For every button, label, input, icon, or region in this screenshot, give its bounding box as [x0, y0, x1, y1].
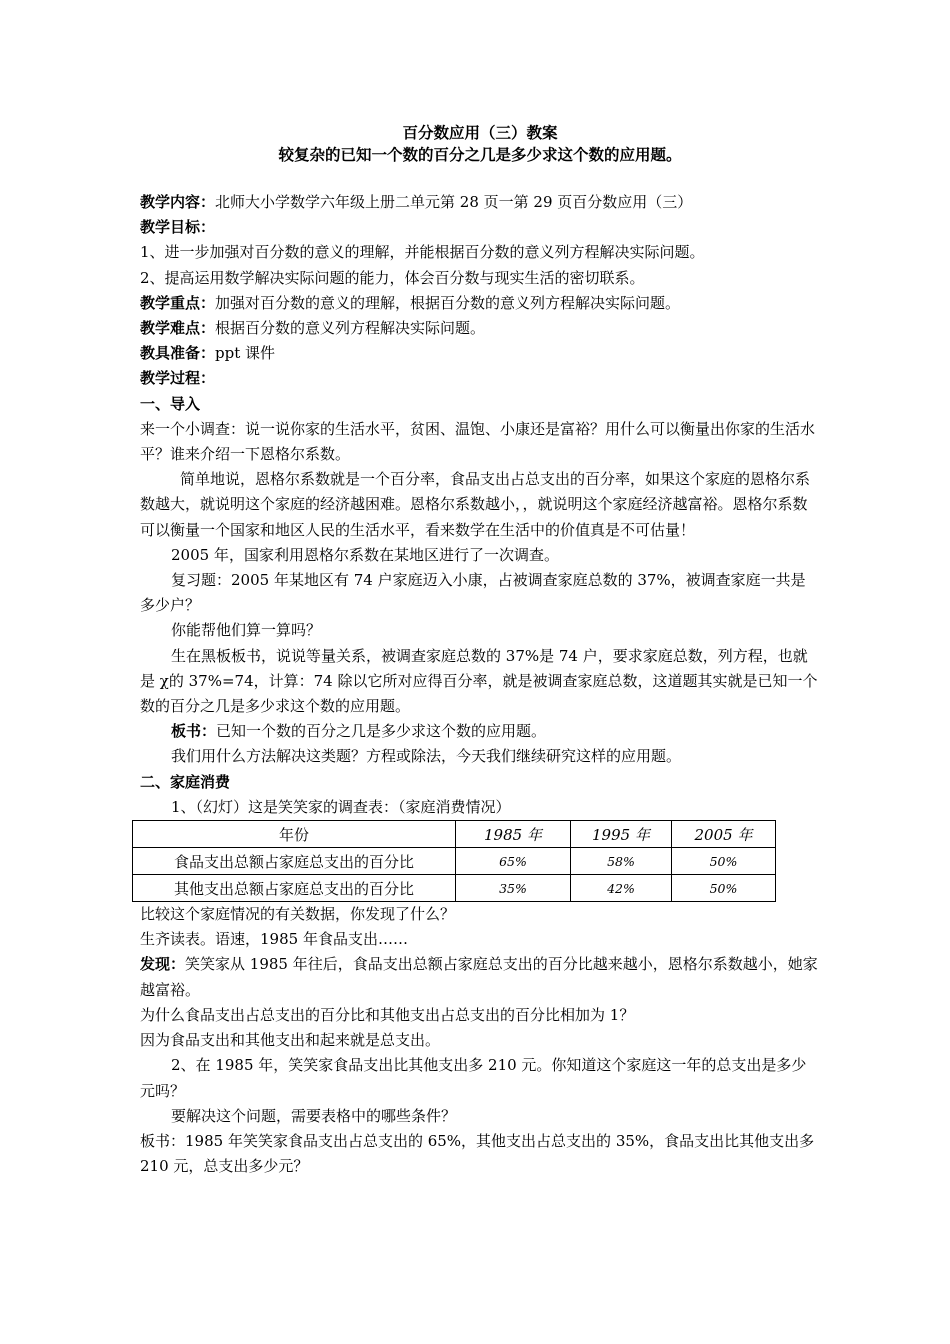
intro-p2: 简单地说，恩格尔系数就是一个百分率，食品支出占总支出的百分率，如果这个家庭的恩格尔系数越大，就说明这个家庭的经济越困难。恩格尔系数越小，，就说明这个家庭经济越富裕。恩格尔系数可以衡量一个国家和地区人民的生活水平，看来数学在生活中的价值真是不可估量！ [140, 470, 811, 539]
line-goals: 教学目标： [140, 218, 216, 237]
table-cell: 50% [672, 875, 776, 902]
table-row [133, 875, 776, 902]
section1-heading: 一、导入 [140, 394, 201, 413]
table-row [133, 848, 776, 875]
intro-p5: 你能帮他们算一算吗？ [171, 621, 322, 640]
section2-heading: 二、家庭消费 [140, 772, 231, 791]
intro-p1: 来一个小调查：说一说你家的生活水平，贫困、温饱、小康还是富裕？用什么可以衡量出你家的生活水平？谁来介绍一下恩格尔系数。 [140, 419, 816, 464]
table-header-cell: 年份 [133, 821, 456, 848]
question-6: 要解决这个问题，需要表格中的哪些条件？ [171, 1106, 457, 1125]
line-difficulty: 教学难点：根据百分数的意义列方程解决实际问题。 [140, 319, 486, 338]
table-header-cell: 2005 年 [672, 821, 776, 848]
line-key-point: 教学重点：加强对百分数的意义的理解，根据百分数的意义列方程解决实际问题。 [140, 293, 681, 312]
consumption-table [132, 820, 776, 902]
goal-2: 2、提高运用数学解决实际问题的能力，体会百分数与现实生活的密切联系。 [140, 268, 645, 287]
document-page [140, 122, 820, 1179]
finding: 发现：笑笑家从 1985 年往后，食品支出总额占家庭总支出的百分比越来越小，恩格尔系数越小，她家越富裕。 [140, 955, 818, 999]
section2-intro: 1、（幻灯）这是笑笑家的调查表：（家庭消费情况） [171, 797, 511, 816]
table-header-cell: 1995 年 [571, 821, 672, 848]
goal-1: 1、进一步加强对百分数的意义的理解，并能根据百分数的意义列方程解决实际问题。 [140, 243, 705, 262]
line-materials: 教具准备：ppt 课件 [140, 344, 276, 363]
question-2: 生齐读表。语速，1985 年食品支出…… [140, 930, 408, 949]
line-process: 教学过程： [140, 369, 216, 388]
table-cell: 58% [571, 848, 672, 875]
question-5: 2、在 1985 年，笑笑家食品支出比其他支出多 210 元。你知道这个家庭这一年的总支出是多少元吗？ [140, 1056, 807, 1100]
question-4: 因为食品支出和其他支出和起来就是总支出。 [140, 1031, 441, 1050]
question-3: 为什么食品支出占总支出的百分比和其他支出占总支出的百分比相加为 1？ [140, 1005, 635, 1024]
table-cell: 其他支出总额占家庭总支出的百分比 [133, 875, 456, 902]
table-cell: 35% [456, 875, 571, 902]
intro-p4: 复习题：2005 年某地区有 74 户家庭迈入小康，占被调查家庭总数的 37%，被调查家庭一共是多少户？ [140, 571, 806, 615]
meta-block [140, 190, 820, 417]
question-1: 比较这个家庭情况的有关数据，你发现了什么？ [140, 905, 456, 924]
table-cell: 50% [672, 848, 776, 875]
intro-p7: 板书：已知一个数的百分之几是多少求这个数的应用题。 [171, 722, 547, 741]
intro-p8: 我们用什么方法解决这类题？方程或除法，今天我们继续研究这样的应用题。 [171, 747, 682, 766]
doc-title: 百分数应用（三）教案 [402, 124, 558, 142]
intro-p3: 2005 年，国家利用恩格尔系数在某地区进行了一次调查。 [171, 545, 559, 564]
table-cell: 食品支出总额占家庭总支出的百分比 [133, 848, 456, 875]
table-header-row [133, 821, 776, 848]
table-header-cell: 1985 年 [456, 821, 571, 848]
line-content: 教学内容：北师大小学数学六年级上册二单元第 28 页一第 29 页百分数应用（三） [140, 193, 693, 211]
doc-subtitle: 较复杂的已知一个数的百分之几是多少求这个数的应用题。 [278, 146, 682, 164]
question-7: 板书：1985 年笑笑家食品支出占总支出的 65%，其他支出占总支出的 35%，食品支出比其他支出多 210 元，总支出多少元？ [140, 1131, 815, 1176]
table-cell: 65% [456, 848, 571, 875]
table-cell: 42% [571, 875, 672, 902]
intro-p6: 生在黑板板书，说说等量关系，被调查家庭总数的 37%是 74 户，要求家庭总数，列方程，也就是 χ的 37%=74，计算：74 除以它所对应得百分率，就是被调查家庭总数，这道题其实就是已知一个数的百分之几是多少求这个数的应用题。 [140, 646, 818, 716]
